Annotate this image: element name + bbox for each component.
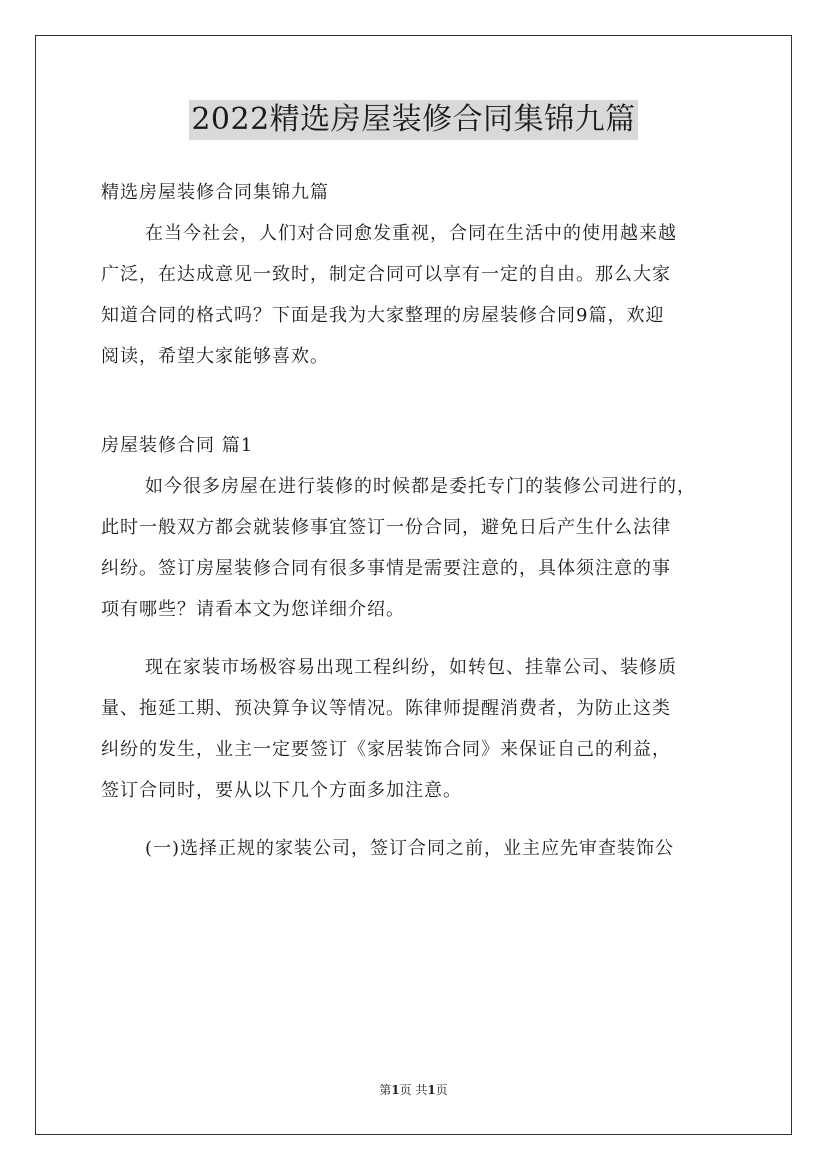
paragraph-line: 量、拖延工期、预决算争议等情况。陈律师提醒消费者，为防止这类 xyxy=(101,698,671,719)
paragraph-line: 项有哪些？请看本文为您详细介绍。 xyxy=(101,599,405,620)
footer-page-number: 1 xyxy=(391,1083,400,1097)
section-heading: 房屋装修合同 篇1 xyxy=(101,435,254,456)
footer-suffix: 页 xyxy=(435,1083,448,1097)
page-footer xyxy=(0,1081,827,1098)
spacer xyxy=(101,811,741,828)
intro-paragraph xyxy=(101,213,741,377)
paragraph-line: 签订合同时，要从以下几个方面多加注意。 xyxy=(101,780,462,801)
footer-mid: 页 共 xyxy=(399,1083,428,1097)
document-subtitle: 精选房屋装修合同集锦九篇 xyxy=(101,182,329,203)
paragraph-line: 如今很多房屋在进行装修的时候都是委托专门的装修公司进行的， xyxy=(145,476,696,497)
paragraph-line: 知道合同的格式吗？下面是我为大家整理的房屋装修合同9篇，欢迎 xyxy=(101,305,665,326)
paragraph-line: (一)选择正规的家装公司，签订合同之前，业主应先审查装饰公 xyxy=(145,838,675,859)
paragraph-line: 广泛，在达成意见一致时，制定合同可以享有一定的自由。那么大家 xyxy=(101,264,671,285)
paragraph-2 xyxy=(101,647,741,811)
spacer xyxy=(101,377,741,425)
paragraph-3 xyxy=(101,828,741,869)
document-body xyxy=(101,172,741,869)
paragraph-line: 纠纷的发生，业主一定要签订《家居装饰合同》来保证自己的利益， xyxy=(101,739,671,760)
paragraph-line: 纠纷。签订房屋装修合同有很多事情是需要注意的，具体须注意的事 xyxy=(101,558,671,579)
paragraph-line: 此时一般双方都会就装修事宜签订一份合同，避免日后产生什么法律 xyxy=(101,517,671,538)
paragraph-line: 在当今社会，人们对合同愈发重视，合同在生活中的使用越来越 xyxy=(145,223,677,244)
paragraph-1 xyxy=(101,466,741,630)
footer-page-total: 1 xyxy=(427,1083,436,1097)
document-title xyxy=(0,100,827,140)
footer-prefix: 第 xyxy=(379,1083,392,1097)
paragraph-line: 现在家装市场极容易出现工程纠纷，如转包、挂靠公司、装修质 xyxy=(145,657,677,678)
spacer xyxy=(101,630,741,647)
paragraph-line: 阅读，希望大家能够喜欢。 xyxy=(101,346,329,367)
document-title-text: 2022精选房屋装修合同集锦九篇 xyxy=(189,100,637,140)
